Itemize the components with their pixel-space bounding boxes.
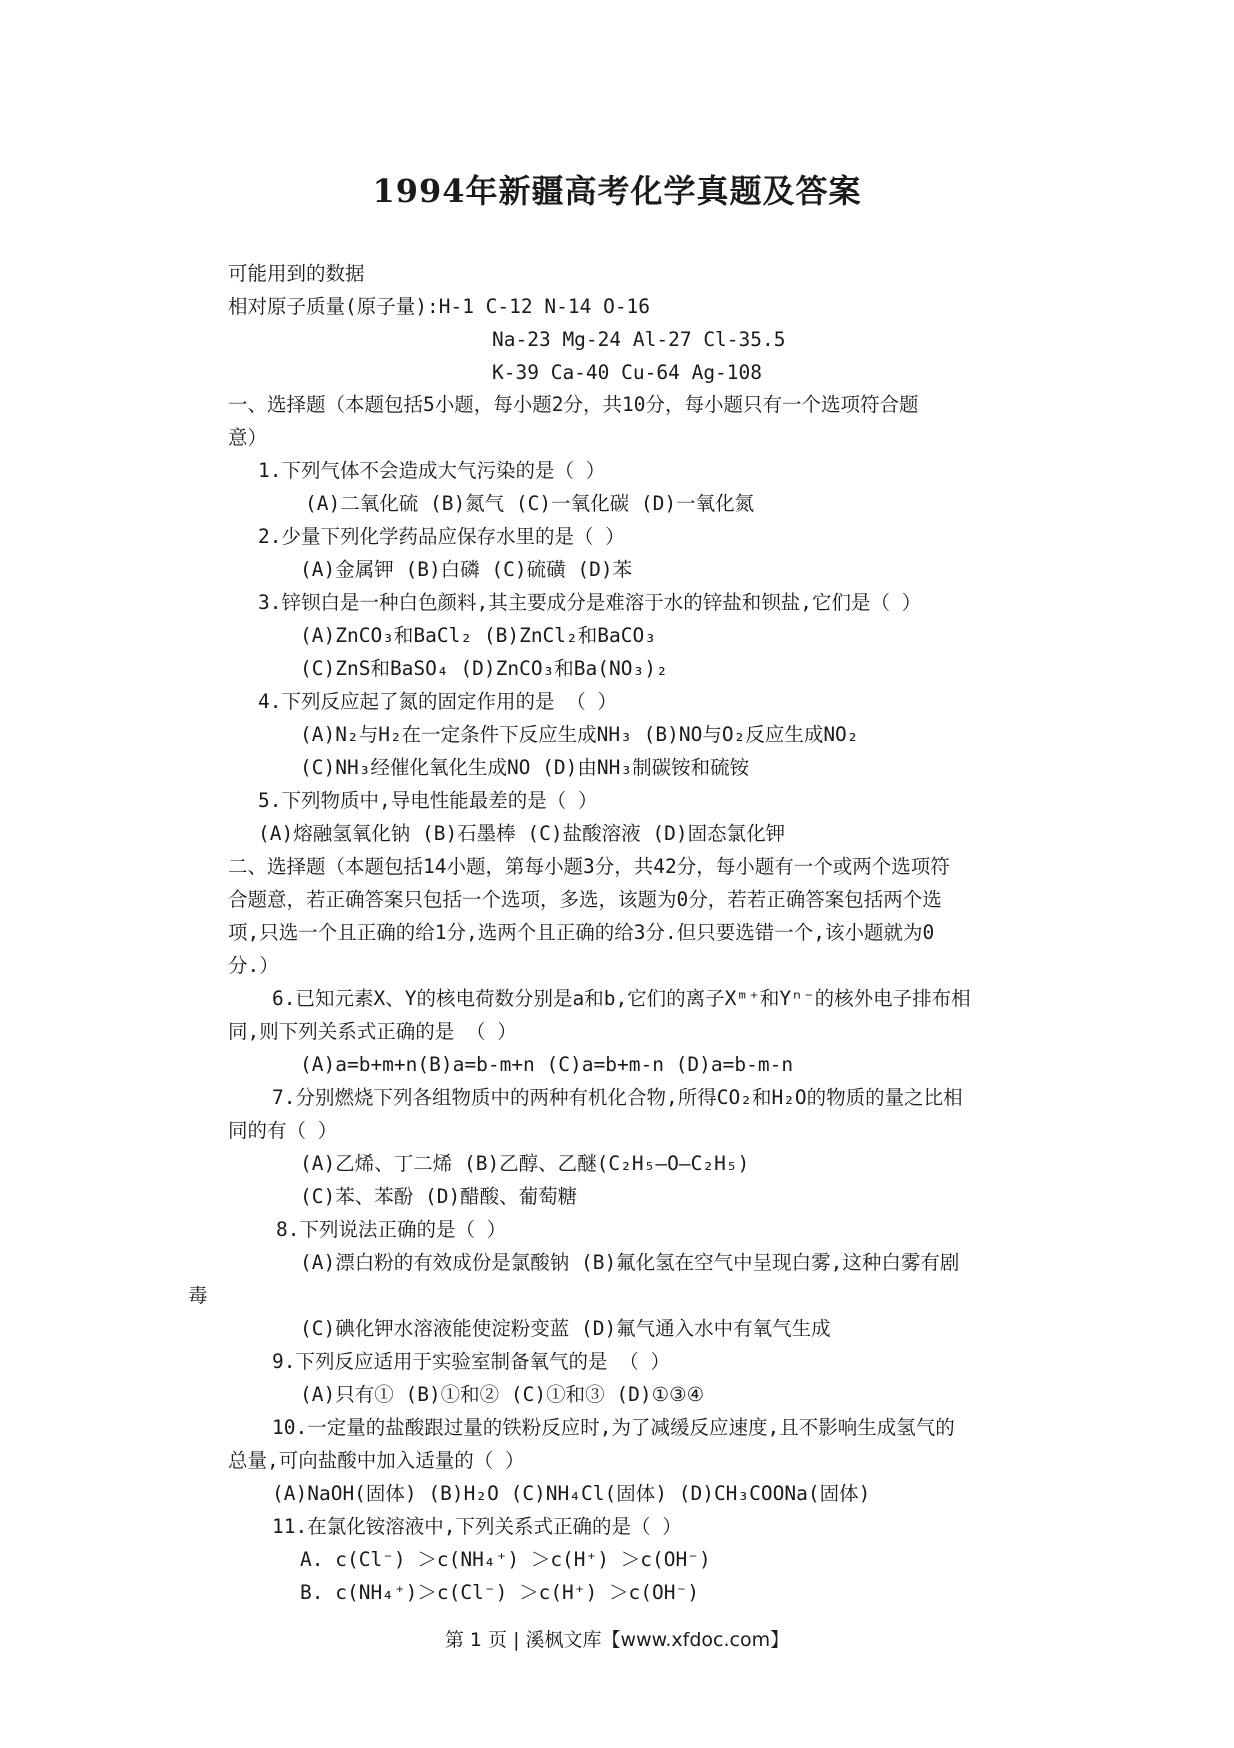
text-line: 合题意，若正确答案只包括一个选项，多选，该题为0分，若若正确答案包括两个选 [228,888,942,911]
text-line: 同的有（ ） [228,1119,338,1142]
text-line: 4.下列反应起了氮的固定作用的是 （ ） [258,690,617,713]
text-line: 一、选择题（本题包括5小题，每小题2分，共10分，每小题只有一个选项符合题 [228,393,919,416]
text-line: 8.下列说法正确的是（ ） [276,1218,507,1241]
text-line: 7.分别燃烧下列各组物质中的两种有机化合物,所得CO₂和H₂O的物质的量之比相 [272,1086,963,1109]
text-line: (A)二氧化硫 (B)氮气 (C)一氧化碳 (D)一氧化氮 [305,492,755,515]
text-line: 可能用到的数据 [228,262,365,285]
text-line: 2.少量下列化学药品应保存水里的是（ ） [258,525,625,548]
text-line: (A)只有① (B)①和② (C)①和③ (D)①③④ [300,1383,705,1406]
text-line: 毒 [188,1284,208,1307]
text-line: (A)熔融氢氧化钠 (B)石墨棒 (C)盐酸溶液 (D)固态氯化钾 [258,822,786,845]
text-line: (A)乙烯、丁二烯 (B)乙醇、乙醚(C₂H₅—O—C₂H₅) [300,1152,750,1175]
text-line: (C)ZnS和BaSO₄ (D)ZnCO₃和Ba(NO₃)₂ [300,657,668,680]
text-line: 11.在氯化铵溶液中,下列关系式正确的是（ ） [272,1515,682,1538]
text-line: (A)ZnCO₃和BaCl₂ (B)ZnCl₂和BaCO₃ [300,624,656,647]
text-line: K-39 Ca-40 Cu-64 Ag-108 [492,361,763,384]
text-line: 总量,可向盐酸中加入适量的（ ） [228,1449,525,1472]
page-footer: 第 1 页 | 溪枫文库【www.xfdoc.com】 [444,1629,790,1651]
text-line: (A)N₂与H₂在一定条件下反应生成NH₃ (B)NO与O₂反应生成NO₂ [300,723,859,746]
text-line: (A)a=b+m+n(B)a=b-m+n (C)a=b+m-n (D)a=b-m-n [300,1053,794,1076]
text-line: 6.已知元素X、Y的核电荷数分别是a和b,它们的离子Xᵐ⁺和Yⁿ⁻的核外电子排布相 [272,987,971,1010]
text-line: 同,则下列关系式正确的是 （ ） [228,1020,517,1043]
text-line: 分.） [228,954,279,977]
text-line: 3.锌钡白是一种白色颜料,其主要成分是难溶于水的锌盐和钡盐,它们是（ ） [258,591,922,614]
text-line: 1.下列气体不会造成大气污染的是（ ） [258,459,606,482]
text-line: B. c(NH₄⁺)＞c(Cl⁻) ＞c(H⁺) ＞c(OH⁻) [300,1581,699,1604]
text-line: (A)漂白粉的有效成份是氯酸钠 (B)氟化氢在空气中呈现白雾,这种白雾有剧 [300,1251,960,1274]
text-line: (A)金属钾 (B)白磷 (C)硫磺 (D)苯 [300,558,633,581]
text-line: 意） [228,426,268,449]
text-line: 9.下列反应适用于实验室制备氧气的是 （ ） [272,1350,670,1373]
text-line: 10.一定量的盐酸跟过量的铁粉反应时,为了减缓反应速度,且不影响生成氢气的 [272,1416,955,1439]
text-line: 5.下列物质中,导电性能最差的是（ ） [258,789,598,812]
page-title: 1994年新疆高考化学真题及答案 [372,172,862,210]
text-line: 二、选择题（本题包括14小题，第每小题3分，共42分，每小题有一个或两个选项符 [228,855,950,878]
text-line: 项,只选一个且正确的给1分,选两个且正确的给3分.但只要选错一个,该小题就为0 [228,921,935,944]
text-line: (A)NaOH(固体) (B)H₂O (C)NH₄Cl(固体) (D)CH₃COONa(固体) [272,1482,871,1505]
text-line: (C)碘化钾水溶液能使淀粉变蓝 (D)氟气通入水中有氧气生成 [300,1317,831,1340]
text-line: 相对原子质量(原子量):H-1 C-12 N-14 O-16 [228,295,651,318]
text-line: A. c(Cl⁻) ＞c(NH₄⁺) ＞c(H⁺) ＞c(OH⁻) [300,1548,711,1571]
text-line: (C)苯、苯酚 (D)醋酸、葡萄糖 [300,1185,578,1208]
text-line: Na-23 Mg-24 Al-27 Cl-35.5 [492,328,786,351]
text-line: (C)NH₃经催化氧化生成NO (D)由NH₃制碳铵和硫铵 [300,756,750,779]
